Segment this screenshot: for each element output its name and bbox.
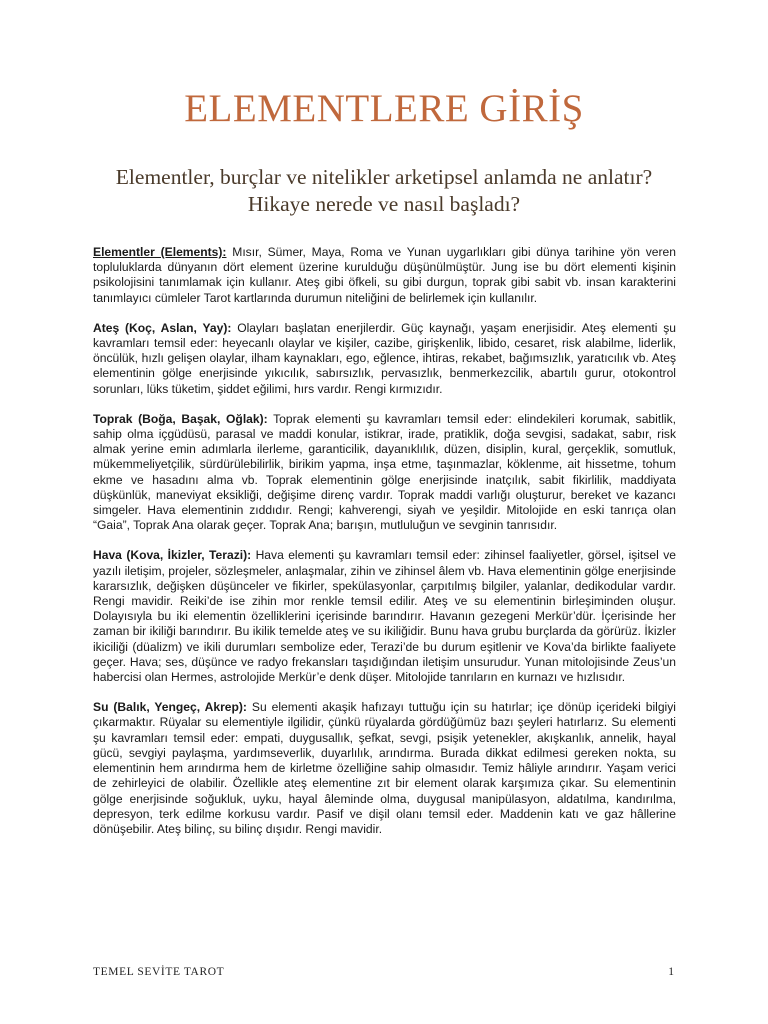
subtitle-line-2: Hikaye nerede ve nasıl başladı? (247, 192, 521, 216)
section-text: Toprak elementi şu kavramları temsil eder: elindekileri korumak, sabitlik, sahip olma içgüdüsü, parasal ve maddi konular, istikrar, irade, pratiklik, doğa sevgisi, sadakat, sabır, risk almak yerine emin adımlarla ilerleme, garanticilik, dayanıklılık, düzen, disiplin, kural, gerçeklik, somutluk, mükemmeliyetçilik, sürdürülebilirlik, birikim yapma, inşa etme, taşınmazlar, köklenme, ait hissetme, tohum ekme ve hasadını alma vb. Toprak elementinin gölge enerjisinde inatçılık, sabit fikirlilik, maddiyata düşkünlük, maneviyat eksikliği, değişime direnç vardır. Toprak maddi varlığı oluşturur, bereket ve kazancı simgeler. Hava elementinin zıddıdır. Rengi; kahverengi, siyah ve yeşildir. Mitolojide en eski tanrıça olan “Gaia”, Toprak Ana olarak geçer. Toprak Ana; barışın, mutluluğun ve sevginin tanrısıdır. (93, 411, 676, 533)
page-title: ELEMENTLERE GİRİŞ (184, 87, 584, 130)
section-heading: Ateş (Koç, Aslan, Yay): (93, 320, 232, 335)
section-heading: Toprak (Boğa, Başak, Oğlak): (93, 411, 268, 426)
footer-brand: TEMEL SEVİTE TAROT (93, 966, 225, 978)
section-text: Olayları başlatan enerjilerdir. Güç kaynağı, yaşam enerjisidir. Ateş elementi şu kavramları temsil eder: heyecanlı olaylar ve kişiler, cazibe, girişkenlik, libido, cesaret, risk alabilme, liderlik, öncülük, hızlı gelişen olaylar, ilham kaynakları, ego, eğlence, ihtiras, rekabet, bağımsızlık, yaratıcılık vb. Ateş elementinin gölge enerjisinde yıkıcılık, sabırsızlık, pervasızlık, benmerkezcilik, abartılı gurur, otokontrol sorunları, lüks tüketim, şiddet eğilimi, hırs vardır. Rengi kırmızıdır. (93, 320, 676, 396)
section-water (93, 700, 676, 837)
section-fire (93, 321, 676, 397)
page-number: 1 (668, 966, 674, 978)
subtitle-line-1: Elementler, burçlar ve nitelikler arketipsel anlamda ne anlatır? (115, 165, 653, 189)
document-body (93, 245, 676, 852)
section-text: Su elementi akaşik hafızayı tuttuğu için su hatırlar; içe dönüp içerideki bilgiyi çıkarmaktır. Rüyalar su elementiyle ilgilidir, çünkü rüyalarda gördüğümüz bazı şeyleri hatırlarız. Su elementi şu kavramları temsil eder: empati, duygusallık, şefkat, sevgi, psişik yetenekler, akışkanlık, annelik, hayal gücü, sevgiyi paylaşma, yardımseverlik, duyarlılık, arındırma. Burada dikkat edilmesi gereken nokta, su elementinin hem arındırma hem de kirletme özelliğine sahip olmasıdır. Temiz hâliyle arındırır. Yaşam verici de zehirleyici de olabilir. Özellikle ateş elementine zıt bir element olarak karşımıza çıkar. Su elementinin gölge enerjisinde soğukluk, uyku, hayal âleminde olma, duygusal manipülasyon, aldatılma, kandırılma, depresyon, terk edilme korkusu vardır. Pasif ve dişil olanı temsil eder. Maddenin katı ve gaz hâllerine dönüşebilir. Ateş bilinç, su bilinç dışıdır. Rengi mavidir. (93, 700, 676, 836)
page-subtitle (60, 164, 708, 218)
section-elements (93, 245, 676, 306)
section-earth (93, 412, 676, 534)
section-text: Mısır, Sümer, Maya, Roma ve Yunan uygarlıkları gibi dünya tarihine yön veren topluluklarda dünyanın dört element üzerine kurulduğu düşünülmüştür. Jung ise bu dört elementi kişinin psikolojisini tanımlamak için kullanır. Ateş gibi öfkeli, su gibi durgun, toprak gibi sabit vb. insan karakterini tanımlayıcı cümleler Tarot kartlarında durumun niteliğini de belirlemek için kullanılır. (93, 245, 676, 305)
section-air (93, 548, 676, 685)
section-heading: Hava (Kova, İkizler, Terazi): (93, 548, 252, 563)
section-heading: Elementler (Elements): (93, 245, 227, 259)
section-text: Hava elementi şu kavramları temsil eder: zihinsel faaliyetler, görsel, işitsel ve yazılı iletişim, projeler, sözleşmeler, anlaşmalar, zihin ve zihinsel âlem vb. Hava elementinin gölge enerjisinde kararsızlık, değişken düşünceler ve fikirler, spekülasyonlar, çarpıtılmış bilgiler, yalanlar, dedikodular vardır. Rengi mavidir. Reiki’de ise zihin mor renkle temsil edilir. Ateş ve su elementinin birleşiminden oluşur. Dolayısıyla bu iki elementin özelliklerini içerisinde barındırır. Havanın gezegeni Merkür’dür. İçerisinde her zaman bir ikiliği barındırır. Bu ikilik temelde ateş ve su ikiliğidir. Bunu hava grubu burçlarda da görürüz. İkizler ikiciliği (düalizm) ve ikili durumları sembolize eder, Terazi’de bu durum eşitlenir ve Kova’da birlikte faaliyete geçer. Hava; ses, düşünce ve radyo frekansları taşıdığından iletişim unsurudur. Yunan mitolojisinde Zeus’un habercisi olan Hermes, astrolojide Merkür’e denk düşer. Mitolojide tanrıların en kurnazı ve hızlısıdır. (93, 548, 676, 685)
section-heading: Su (Balık, Yengeç, Akrep): (93, 700, 247, 715)
